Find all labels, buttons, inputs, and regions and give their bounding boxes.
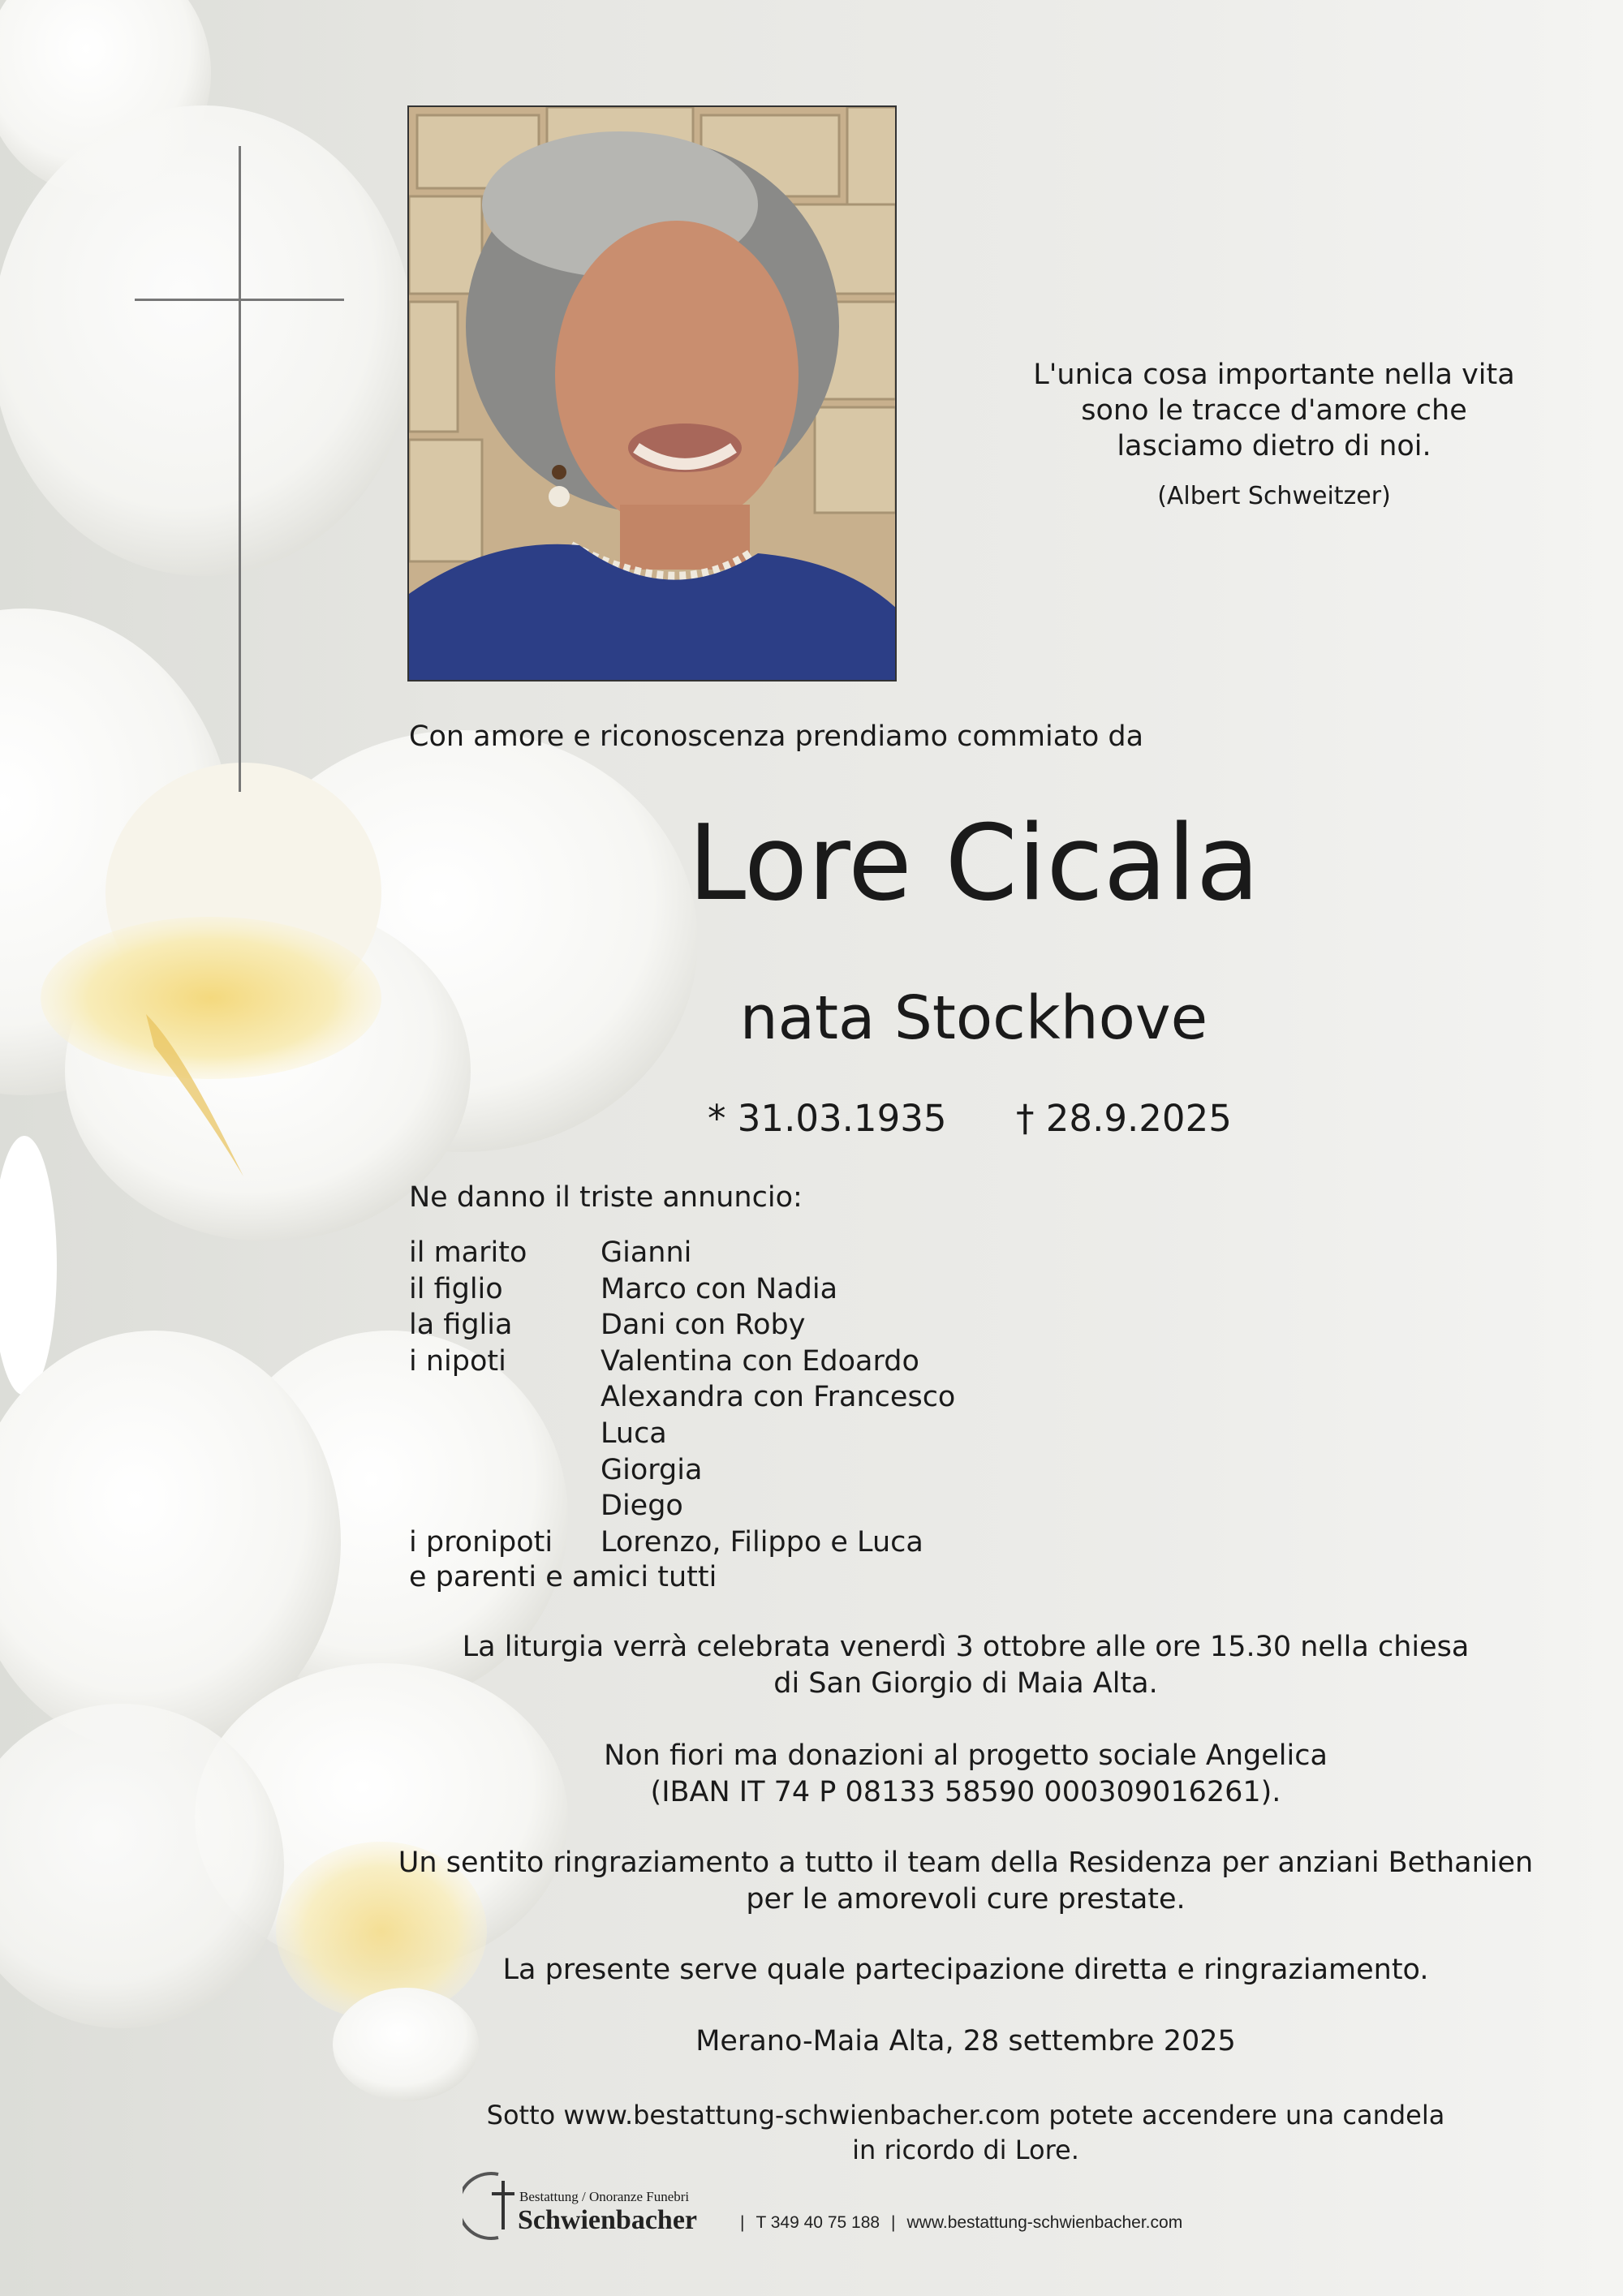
footer-website[interactable]: www.bestattung-schwienbacher.com [906,2213,1183,2232]
quote-line: lasciamo dietro di noi. [1117,430,1431,462]
liturgy-text [357,1629,1574,1702]
donations-line: Non fiori ma donazioni al progetto sociale Angelica [604,1739,1328,1772]
list-item [409,1488,955,1524]
quote-line: sono le tracce d'amore che [1081,394,1467,427]
quote-author: (Albert Schweitzer) [1157,482,1391,510]
mourner-relation: i pronipoti [409,1525,553,1559]
mourner-relation: i nipoti [409,1344,506,1378]
mourners-list [409,1235,955,1560]
divider: | [740,2213,745,2232]
mourner-names: Luca [601,1417,667,1450]
mourner-relation [409,1452,601,1489]
mourner-relation: la figlia [409,1309,513,1342]
place-date: Merano-Maia Alta, 28 settembre 2025 [695,2025,1236,2057]
divider: | [891,2213,896,2232]
mourners-tail: e parenti e amici tutti [409,1561,717,1593]
donations-line: (IBAN IT 74 P 08133 58590 000309016261). [650,1776,1281,1808]
announcement-heading: Ne danno il triste annuncio: [409,1181,803,1214]
list-item [409,1524,955,1561]
mourner-relation [409,1379,601,1416]
mourner-relation: il marito [409,1236,527,1269]
death-date: † 28.9.2025 [1016,1097,1232,1140]
quote-text [990,357,1558,464]
list-item [409,1307,955,1344]
mourner-names: Diego [601,1490,683,1523]
candle-text [357,2098,1574,2168]
notice-text: La presente serve quale partecipazione diretta e ringraziamento. [502,1954,1429,1986]
footer-contact [729,2213,1182,2233]
mourner-relation: il figlio [409,1272,503,1305]
cross-vertical-bar [239,146,241,792]
donations-text [357,1738,1574,1811]
quote-line: L'unica cosa importante nella vita [1033,359,1515,391]
intro-text: Con amore e riconoscenza prendiamo commiato da [409,720,1144,753]
list-item [409,1344,955,1380]
list-item [409,1379,955,1416]
liturgy-line: di San Giorgio di Maia Alta. [773,1667,1158,1700]
mourner-names: Lorenzo, Filippo e Luca [601,1525,923,1559]
mourner-names: Gianni [601,1236,692,1269]
thanks-line: Un sentito ringraziamento a tutto il team della Residenza per anziani Bethanien [398,1847,1534,1879]
footer-tagline: Bestattung / Onoranze Funebri [519,2189,690,2204]
mourner-relation [409,1416,601,1452]
footer-phone: T 349 40 75 188 [756,2213,880,2232]
list-item [409,1271,955,1308]
mourner-names: Valentina con Edoardo [601,1344,919,1378]
mourner-names: Alexandra con Francesco [601,1381,956,1414]
candle-line: Sotto www.bestattung-schwienbacher.com potete accendere una candela [486,2100,1445,2130]
cross-horizontal-bar [135,299,344,301]
list-item [409,1452,955,1489]
mourner-names: Marco con Nadia [601,1272,838,1305]
maiden-name: nata Stockhove [739,983,1208,1053]
birth-date: * 31.03.1935 [708,1097,947,1140]
candle-line: in ricordo di Lore. [852,2135,1079,2165]
liturgy-line: La liturgia verrà celebrata venerdì 3 ottobre alle ore 15.30 nella chiesa [462,1631,1470,1663]
deceased-name: Lore Cicala [687,803,1260,924]
list-item [409,1235,955,1271]
mourner-names: Giorgia [601,1453,703,1486]
list-item [409,1416,955,1452]
thanks-text [357,1845,1574,1918]
mourner-relation [409,1488,601,1524]
thanks-line: per le amorevoli cure prestate. [746,1883,1186,1915]
mourner-names: Dani con Roby [601,1309,806,1342]
portrait-photo [407,105,897,681]
footer-brand: Schwienbacher [518,2205,697,2235]
